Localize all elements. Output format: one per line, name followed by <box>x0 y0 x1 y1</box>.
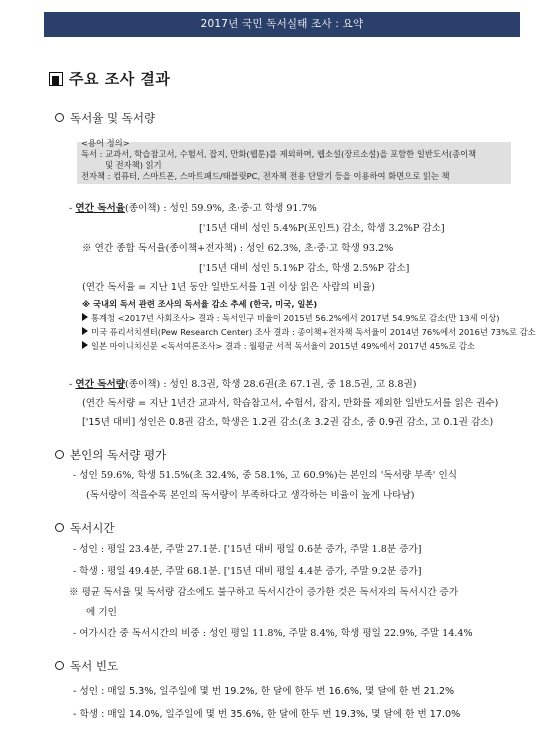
circle-bullet-icon <box>55 523 64 532</box>
main-title-block <box>49 68 170 89</box>
reading-time-student: - 학생 : 평일 49.4분, 주말 68.1분. ['15년 대비 평일 4.4분 증가, 주말 9.2분 증가] <box>73 566 422 577</box>
reading-time-note: ※ 평균 독서율 및 독서량 감소에도 불구하고 독서시간이 증가한 것은 독서자의 독서시간 증가 <box>69 587 459 598</box>
section-heading-reading-rate <box>55 110 155 126</box>
reading-amount-comparison: ['15년 대비] 성인은 0.8권 감소, 학생은 1.2권 감소(초 3.2권 감소, 중 0.9권 감소, 고 0.1권 감소) <box>82 417 494 428</box>
foreign-trend-item <box>82 312 500 324</box>
total-reading-rate-comparison: ['15년 대비 성인 5.1%P 감소, 학생 2.5%P 감소] <box>199 263 410 274</box>
circle-bullet-icon <box>55 450 64 459</box>
reading-rate-definition: (연간 독서율 = 지난 1년 동안 일반도서를 1권 이상 읽은 사람의 비율) <box>82 282 375 293</box>
circle-bullet-icon <box>55 113 64 122</box>
reading-frequency-adult: - 성인 : 매일 5.3%, 일주일에 몇 번 19.2%, 한 달에 한두 번 16.6%, 몇 달에 한 번 21.2% <box>73 686 455 697</box>
arrow-bullet-icon <box>82 313 88 321</box>
reading-rate-label: 연간 독서율 <box>75 203 125 214</box>
dash-bullet: - <box>69 379 73 390</box>
section-heading-self-evaluation <box>55 447 166 463</box>
reading-frequency-student: - 학생 : 매일 14.0%, 일주일에 몇 번 35.6%, 한 달에 한두 번 19.3%, 몇 달에 한 번 17.0% <box>73 709 461 720</box>
section-heading-reading-frequency <box>55 658 118 674</box>
foreign-trend-text: 일본 마이니치신문 <독서여론조사> 결과 : 월평균 서적 독서율이 2015년 49%에서 2017년 45%로 감소 <box>91 341 475 351</box>
reading-time-share: - 여가시간 중 독서시간의 비중 : 성인 평일 11.8%, 주말 8.4%, 학생 평일 22.9%, 주말 14.4% <box>73 628 473 639</box>
section-heading-text: 본인의 독서량 평가 <box>70 448 167 462</box>
self-evaluation-line: - 성인 59.6%, 학생 51.5%(초 32.4%, 중 58.1%, 고 60.9%)는 본인의 '독서량 부족' 인식 <box>73 470 457 481</box>
reading-amount-value: (종이책) : 성인 8.3권, 학생 28.6권(초 67.1권, 중 18.5권, 고 8.8권) <box>125 379 417 390</box>
document-header: 2017년 국민 독서실태 조사 : 요약 <box>44 12 520 37</box>
reading-rate-comparison: ['15년 대비 성인 5.4%P(포인트) 감소, 학생 3.2%P 감소] <box>199 223 445 234</box>
page-title: 주요 조사 결과 <box>69 70 171 88</box>
definition-line: 독서 : 교과서, 학습참고서, 수험서, 잡지, 만화(웹툰)를 제외하며, 웹소설(장르소설)을 포함한 일반도서(종이책 <box>81 149 477 159</box>
arrow-bullet-icon <box>82 341 88 349</box>
section-heading-text: 독서시간 <box>70 521 115 535</box>
section-heading-text: 독서 빈도 <box>70 659 119 673</box>
self-evaluation-note: (독서량이 적을수록 본인의 독서량이 부족하다고 생각하는 비율이 높게 나타남) <box>86 490 415 501</box>
reading-rate-value: (종이책) : 성인 59.9%, 초·중·고 학생 91.7% <box>125 203 317 214</box>
definition-line: 및 전자책) 읽기 <box>105 160 162 170</box>
definition-line: 전자책 : 컴퓨터, 스마트폰, 스마트패드/태블릿PC, 전자책 전용 단말기 등을 이용하여 화면으로 읽는 책 <box>81 171 450 181</box>
reading-time-note-cont: 에 기인 <box>86 607 117 618</box>
reading-amount-line <box>69 376 416 390</box>
reading-amount-label: 연간 독서량 <box>75 379 125 390</box>
total-reading-rate: ※ 연간 종합 독서율(종이책+전자책) : 성인 62.3%, 초·중·고 학생 93.2% <box>82 243 394 254</box>
reading-amount-definition: (연간 독서량 = 지난 1년간 교과서, 학습참고서, 수험서, 잡지, 만화를 제외한 일반도서를 읽은 권수) <box>82 398 499 409</box>
foreign-trend-text: 미국 퓨리서치센터(Pew Research Center) 조사 결과 : 종이책+전자책 독서율이 2014년 76%에서 2016년 73%로 감소 <box>91 327 536 337</box>
reading-rate-line <box>69 200 317 214</box>
section-heading-text: 독서율 및 독서량 <box>70 111 156 125</box>
circle-bullet-icon <box>55 661 64 670</box>
arrow-bullet-icon <box>82 327 88 335</box>
foreign-trend-text: 통계청 <2017년 사회조사> 결과 : 독서인구 비율이 2015년 56.2%에서 2017년 54.9%로 감소(만 13세 이상) <box>91 313 500 323</box>
foreign-trend-item <box>82 326 536 338</box>
foreign-trend-title: ※ 국내외 독서 관련 조사의 독서율 감소 추세 (한국, 미국, 일본) <box>82 299 318 309</box>
section-heading-reading-time <box>55 520 114 536</box>
reading-time-adult: - 성인 : 평일 23.4분, 주말 27.1분. ['15년 대비 평일 0.6분 증가, 주말 1.8분 증가] <box>73 544 422 555</box>
foreign-trend-item <box>82 340 475 352</box>
definition-title: <용어 정의> <box>81 138 130 148</box>
dash-bullet: - <box>69 203 73 214</box>
title-bullet-icon <box>49 72 63 86</box>
